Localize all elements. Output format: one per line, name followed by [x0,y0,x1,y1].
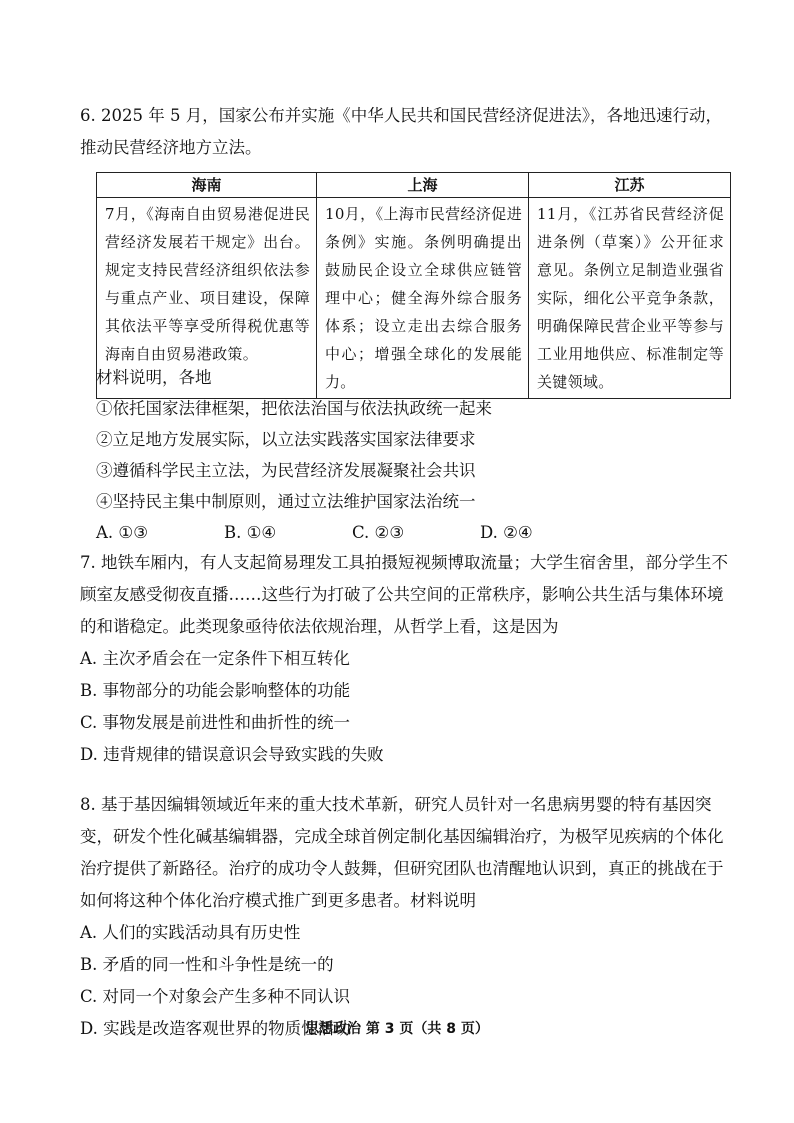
statement-4: ④坚持民主集中制原则，通过立法维护国家法治统一 [96,492,476,511]
page-footer: 思想政治 第 3 页（共 8 页） [305,1021,489,1037]
cell-hainan: 7月，《海南自由贸易港促进民营经济发展若干规定》出台。规定支持民营经济组织依法参与重点产业、项目建设，保障其依法平等享受所得税优惠等海南自由贸易港政策。 [97,198,317,399]
option-d: D. ②④ [480,523,533,542]
question-6-statements [96,362,736,548]
question-8-stem: 8. 基于基因编辑领域近年来的重大技术革新，研究人员针对一名患病男婴的特有基因突变，研发个性化碱基编辑器，完成全球首例定制化基因编辑治疗，为极罕见疾病的个体化治疗提供了新路径。治疗的成功令人鼓舞，但研究团队也清醒地认识到，真正的挑战在于如何将这种个体化治疗模式推广到更多患者。材料说明 [80,795,724,910]
option-d: D. 违背规律的错误意识会导致实践的失败 [80,745,384,764]
option-c: C. 对同一个对象会产生多种不同认识 [80,987,351,1006]
question-7 [80,547,730,771]
option-b: B. 事物部分的功能会影响整体的功能 [80,681,351,700]
option-c: C. ②③ [352,523,405,542]
header-shanghai: 上海 [317,173,529,198]
option-c: C. 事物发展是前进性和曲折性的统一 [80,713,351,732]
cell-jiangsu: 11月，《江苏省民营经济促进条例（草案）》公开征求意见。条例立足制造业强省实际，细化公平竞争条款，明确保障民营企业平等参与工业用地供应、标准制定等关键领域。 [529,198,731,399]
statement-lead: 材料说明，各地 [96,368,212,387]
option-b: B. 矛盾的同一性和斗争性是统一的 [80,955,334,974]
header-jiangsu: 江苏 [529,173,731,198]
option-a: A. ①③ [96,523,148,542]
statement-2: ②立足地方发展实际，以立法实践落实国家法律要求 [96,430,476,449]
question-6-options [96,517,736,548]
question-8 [80,789,730,1045]
question-7-stem: 7. 地铁车厢内，有人支起简易理发工具拍摄短视频博取流量；大学生宿舍里，部分学生不顾室友感受彻夜直播……这些行为打破了公共空间的正常秩序，影响公共生活与集体环境的和谐稳定。此类现象亟待依法依规治理，从哲学上看，这是因为 [80,553,728,636]
cell-shanghai: 10月，《上海市民营经济促进条例》实施。条例明确提出鼓励民企设立全球供应链管理中心；健全海外综合服务体系；设立走出去综合服务中心；增强全球化的发展能力。 [317,198,529,399]
option-a: A. 人们的实践活动具有历史性 [80,923,301,942]
question-6 [80,100,730,164]
table-header-row [97,173,731,198]
header-hainan: 海南 [97,173,317,198]
option-a: A. 主次矛盾会在一定条件下相互转化 [80,649,350,668]
statement-1: ①依托国家法律框架，把依法治国与依法执政统一起来 [96,399,492,418]
question-6-stem: 6. 2025 年 5 月，国家公布并实施《中华人民共和国民营经济促进法》，各地迅速行动，推动民营经济地方立法。 [80,106,722,157]
statement-3: ③遵循科学民主立法，为民营经济发展凝聚社会共识 [96,461,476,480]
option-b: B. ①④ [224,523,277,542]
option-d: D. 实践是改造客观世界的物质性活动 [80,1019,351,1038]
